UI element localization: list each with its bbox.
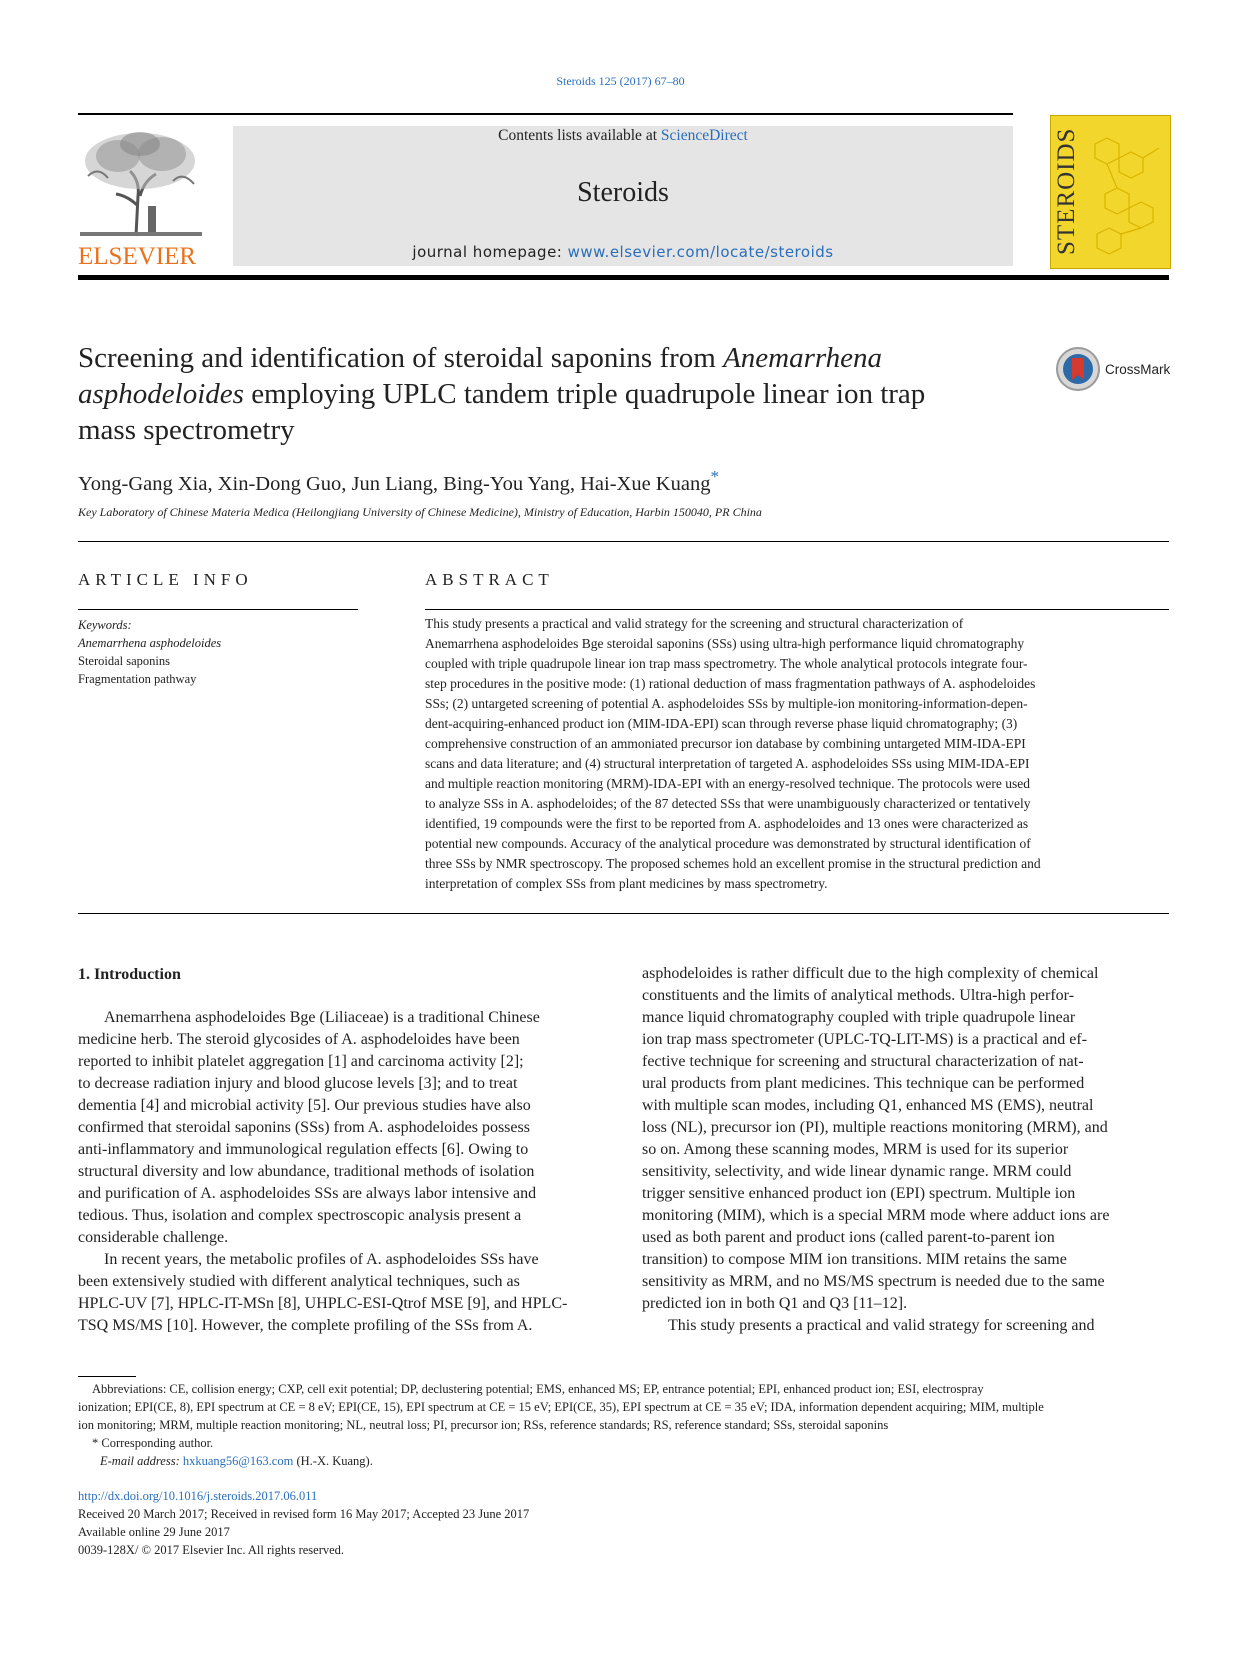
introduction-heading: 1. Introduction — [78, 966, 181, 983]
abstract-bottom-rule — [78, 913, 1169, 914]
journal-cover[interactable] — [1050, 115, 1171, 269]
header-top-rule — [78, 113, 1013, 115]
intro-left-column: Anemarrhena asphodeloides Bge (Liliaceae) is a traditional Chinese medicine herb. The steroid glycosides of A. asphodeloides have been reported to inhibit platelet aggregation [1] and carcinoma activity [2]; to decrease radiation injury and blood glucose levels [3]; and to treat dementia [4] and microbial activity [5]. Our previous studies have also confirmed that steroidal saponins (SSs) from A. asphodeloides possess anti-inflammatory and immunological regulation effects [6]. Owing to structural diversity and low abundance, traditional methods of isolation and purification of A. asphodeloides SSs are always labor intensive and tedious. Thus, isolation and complex spectroscopic analysis present a considerable challenge. In recent years, the metabolic profiles of A. asphodeloides SSs have been extensively studied with different analytical techniques, such as HPLC-UV [7], HPLC-IT-MSn [8], UHPLC-ESI-Qtrof MSE [9], and HPLC- TSQ MS/MS [10]. However, the complete profiling of the SSs from A. — [78, 1009, 568, 1334]
abbreviations-footnote: Abbreviations: CE, collision energy; CXP, cell exit potential; DP, declustering potential; EMS, enhanced MS; EP, entrance potential; EPI, enhanced product ion; ESI, electrospray ionization; EPI(CE, 8), EPI spectrum at CE = 8 eV; EPI(CE, 15), EPI spectrum at CE = 15 eV; EPI(CE, 35), EPI spectrum at CE = 35 eV; IDA, information dependent acquiring; MIM, multiple ion monitoring; MRM, multiple reaction monitoring; NL, neutral loss; PI, precursor ion; RSs, reference standards; RS, reference standard; SSs, steroidal saponins — [78, 1382, 1044, 1432]
affiliation: Key Laboratory of Chinese Materia Medica (Heilongjiang University of Chinese Medicine), Ministry of Education, Harbin 150040, PR China — [78, 505, 762, 519]
title-bottom-rule — [78, 541, 1169, 542]
journal-name: Steroids — [577, 177, 669, 208]
corresponding-author-note: * Corresponding author. — [92, 1436, 214, 1450]
copyright: 0039-128X/ © 2017 Elsevier Inc. All rights reserved. — [78, 1543, 345, 1557]
author-list: Yong-Gang Xia, Xin-Dong Guo, Jun Liang, Bing-You Yang, Hai-Xue Kuang* — [78, 467, 720, 495]
journal-homepage: journal homepage: www.elsevier.com/locate/steroids — [412, 243, 834, 261]
crossmark-badge[interactable] — [1055, 346, 1175, 392]
doi-link[interactable]: http://dx.doi.org/10.1016/j.steroids.2017.06.011 — [78, 1489, 318, 1503]
crossmark-icon — [1055, 346, 1101, 392]
intro-right-column: asphodeloides is rather difficult due to the high complexity of chemical constituents and the limits of analytical methods. Ultra-high perfor- mance liquid chromatography coupled with triple quadrupole linear ion trap mass spectrometer (UPLC-TQ-LIT-MS) is a practical and ef- fective technique for screening and structural characterization of nat- ural products from plant medicines. This technique can be performed with multiple scan modes, including Q1, enhanced MS (EMS), neutral loss (NL), precursor ion (PI), multiple reactions monitoring (MRM), and so on. Among these scanning modes, MRM is used for its superior sensitivity, selectivity, and wide linear dynamic range. MRM could trigger sensitive enhanced product ion (EPI) spectrum. Multiple ion monitoring (MIM), which is a special MRM mode where adduct ions are used as both parent and product ions (called parent-to-parent ion transition) to compose MIM ion transitions. MIM retains the same sensitivity as MRM, and no MS/MS spectrum is needed due to the same predicted ion in both Q1 and Q3 [11–12]. This study presents a practical and valid strategy for screening and — [642, 965, 1110, 1334]
homepage-link[interactable]: www.elsevier.com/locate/steroids — [567, 243, 834, 261]
contents-line: Contents lists available at ScienceDirect — [498, 127, 748, 144]
elsevier-tree-icon — [78, 126, 204, 238]
abstract-rule — [425, 609, 1169, 610]
email-note: E-mail address: hxkuang56@163.com (H.-X. Kuang). — [100, 1454, 373, 1468]
corresponding-author-mark[interactable]: * — [710, 467, 720, 486]
keyword-item: Anemarrhena asphodeloides — [78, 636, 222, 650]
available-online: Available online 29 June 2017 — [78, 1525, 230, 1539]
keywords-block — [78, 616, 358, 688]
article-title: Screening and identification of steroidal saponins from Anemarrhena asphodeloides employing UPLC tandem triple quadrupole linear ion trap mass spectrometry — [78, 342, 926, 446]
keyword-item: Fragmentation pathway — [78, 672, 197, 686]
article-info-rule — [78, 609, 358, 610]
received-dates: Received 20 March 2017; Received in revised form 16 May 2017; Accepted 23 June 2017 — [78, 1507, 530, 1521]
journal-citation[interactable]: Steroids 125 (2017) 67–80 — [556, 74, 685, 88]
molecule-pattern-icon — [1085, 124, 1165, 264]
abstract-text: This study presents a practical and valid strategy for the screening and structural characterization of Anemarrhena asphodeloides Bge steroidal saponins (SSs) using ultra-high performance liquid chromatography coupled with triple quadrupole linear ion trap mass spectrometry. The whole analytical protocols integrate four- step procedures in the positive mode: (1) rational deduction of mass fragmentation pathways of A. asphodeloides SSs; (2) untargeted screening of potential A. asphodeloides SSs by multiple-ion monitoring-information-depen- dent-acquiring-enhanced product ion (MIM-IDA-EPI) scan through reverse phase liquid chromatography; (3) comprehensive construction of an ammoniated precursor ion database by combining untargeted MIM-IDA-EPI scans and data literature; and (4) structural interpretation of targeted A. asphodeloides SSs using MIM-IDA-EPI and multiple reaction monitoring (MRM)-IDA-EPI with an energy-resolved technique. The protocols were used to analyze SSs in A. asphodeloides; of the 87 detected SSs that were unambiguously characterized or tentatively identified, 19 compounds were the first to be reported from A. asphodeloides and 13 ones were characterized as potential new compounds. Accuracy of the analytical procedure was demonstrated by structural identification of three SSs by NMR spectroscopy. The proposed schemes hold an excellent promise in the structural prediction and interpretation of complex SSs from plant medicines by mass spectrometry. — [425, 616, 1041, 891]
keyword-item: Steroidal saponins — [78, 654, 171, 668]
email-link[interactable]: hxkuang56@163.com — [182, 1454, 294, 1468]
elsevier-logo[interactable] — [78, 126, 204, 270]
crossmark-label: CrossMark — [1105, 362, 1171, 377]
article-info-heading: ARTICLE INFO — [78, 570, 253, 589]
bibliographic-info — [78, 1487, 529, 1559]
sciencedirect-link[interactable]: ScienceDirect — [660, 127, 748, 144]
keywords-label: Keywords: — [78, 618, 132, 632]
abstract-heading: ABSTRACT — [425, 570, 554, 589]
elsevier-wordmark: ELSEVIER — [78, 243, 197, 270]
header-thick-rule — [78, 275, 1169, 280]
cover-title: STEROIDS — [1053, 127, 1080, 255]
footnote-rule — [78, 1376, 136, 1377]
